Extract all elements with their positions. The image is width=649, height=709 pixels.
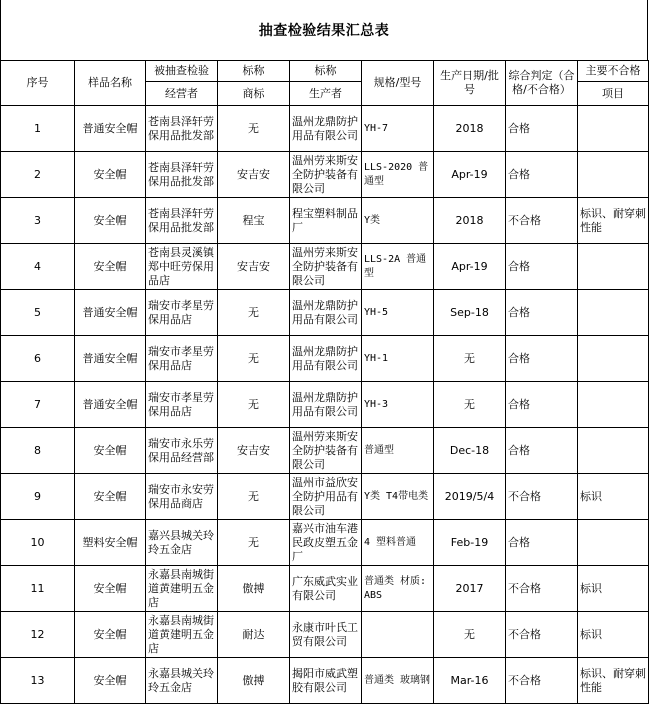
cell-spec: 4 塑料普通 <box>362 520 434 566</box>
cell-maker: 温州龙鼎防护用品有限公司 <box>290 336 362 382</box>
cell-date: Mar-16 <box>434 658 506 704</box>
cell-sample-name: 安全帽 <box>75 658 146 704</box>
cell-operator: 苍南县泽轩劳保用品批发部 <box>146 198 218 244</box>
header-operator-top: 被抽查检验 <box>146 61 218 82</box>
cell-maker: 广东威武实业有限公司 <box>290 566 362 612</box>
cell-maker: 揭阳市威武塑胶有限公司 <box>290 658 362 704</box>
cell-seq: 10 <box>1 520 75 566</box>
cell-date: 2018 <box>434 106 506 152</box>
cell-spec <box>362 612 434 658</box>
cell-failed-items: 标识 <box>578 474 649 520</box>
cell-brand: 无 <box>218 336 290 382</box>
cell-date: 无 <box>434 336 506 382</box>
cell-judgement: 合格 <box>506 244 578 290</box>
cell-operator: 瑞安市永安劳保用品商店 <box>146 474 218 520</box>
header-judge: 综合判定（合格/不合格） <box>506 61 578 106</box>
header-name: 样品名称 <box>75 61 146 106</box>
cell-date: 2019/5/4 <box>434 474 506 520</box>
cell-spec: Y类 T4带电类 <box>362 474 434 520</box>
cell-spec: LLS-2020 普通型 <box>362 152 434 198</box>
cell-date: 无 <box>434 612 506 658</box>
cell-spec: 普通类 玻璃钢 <box>362 658 434 704</box>
cell-operator: 苍南县泽轩劳保用品批发部 <box>146 106 218 152</box>
cell-spec: YH-1 <box>362 336 434 382</box>
cell-failed-items: 标识、耐穿刺性能 <box>578 658 649 704</box>
cell-maker: 温州市益欣安全防护用品有限公司 <box>290 474 362 520</box>
cell-brand: 安吉安 <box>218 244 290 290</box>
table-row <box>1 566 649 612</box>
cell-brand: 无 <box>218 474 290 520</box>
cell-failed-items <box>578 290 649 336</box>
cell-failed-items: 标识 <box>578 566 649 612</box>
header-operator-bottom: 经营者 <box>146 82 218 106</box>
cell-operator: 苍南县灵溪镇郑中旺劳保用品店 <box>146 244 218 290</box>
cell-sample-name: 普通安全帽 <box>75 106 146 152</box>
cell-sample-name: 塑料安全帽 <box>75 520 146 566</box>
cell-brand: 无 <box>218 382 290 428</box>
cell-seq: 8 <box>1 428 75 474</box>
cell-sample-name: 安全帽 <box>75 474 146 520</box>
cell-sample-name: 安全帽 <box>75 428 146 474</box>
header-brand-bottom: 商标 <box>218 82 290 106</box>
cell-date: 2017 <box>434 566 506 612</box>
header-maker-bottom: 生产者 <box>290 82 362 106</box>
cell-maker: 嘉兴市油车港民政皮塑五金厂 <box>290 520 362 566</box>
cell-date: Sep-18 <box>434 290 506 336</box>
cell-seq: 13 <box>1 658 75 704</box>
cell-spec: 普通类 材质:ABS <box>362 566 434 612</box>
cell-operator: 永嘉县南城街道黄建明五金店 <box>146 566 218 612</box>
cell-failed-items: 标识、耐穿刺性能 <box>578 198 649 244</box>
cell-seq: 12 <box>1 612 75 658</box>
cell-operator: 瑞安市永乐劳保用品经营部 <box>146 428 218 474</box>
cell-seq: 4 <box>1 244 75 290</box>
cell-maker: 程宝塑料制品厂 <box>290 198 362 244</box>
cell-operator: 瑞安市孝星劳保用品店 <box>146 290 218 336</box>
cell-spec: Y类 <box>362 198 434 244</box>
cell-failed-items: 标识 <box>578 612 649 658</box>
cell-judgement: 不合格 <box>506 474 578 520</box>
cell-spec: LLS-2A 普通型 <box>362 244 434 290</box>
cell-operator: 瑞安市孝星劳保用品店 <box>146 336 218 382</box>
cell-date: Feb-19 <box>434 520 506 566</box>
cell-operator: 瑞安市孝星劳保用品店 <box>146 382 218 428</box>
cell-seq: 2 <box>1 152 75 198</box>
cell-date: Apr-19 <box>434 244 506 290</box>
cell-brand: 耐达 <box>218 612 290 658</box>
cell-spec: YH-3 <box>362 382 434 428</box>
table-row <box>1 198 649 244</box>
cell-seq: 3 <box>1 198 75 244</box>
cell-brand: 安吉安 <box>218 152 290 198</box>
cell-sample-name: 安全帽 <box>75 612 146 658</box>
header-spec: 规格/型号 <box>362 61 434 106</box>
cell-judgement: 合格 <box>506 106 578 152</box>
cell-seq: 9 <box>1 474 75 520</box>
table-row <box>1 520 649 566</box>
cell-brand: 程宝 <box>218 198 290 244</box>
table-row <box>1 152 649 198</box>
cell-failed-items <box>578 152 649 198</box>
table-row <box>1 106 649 152</box>
cell-maker: 温州龙鼎防护用品有限公司 <box>290 382 362 428</box>
header-date: 生产日期/批号 <box>434 61 506 106</box>
cell-spec: 普通型 <box>362 428 434 474</box>
cell-sample-name: 普通安全帽 <box>75 382 146 428</box>
cell-sample-name: 安全帽 <box>75 152 146 198</box>
header-items-top: 主要不合格 <box>578 61 649 82</box>
cell-maker: 温州劳来斯安全防护装备有限公司 <box>290 152 362 198</box>
cell-spec: YH-7 <box>362 106 434 152</box>
results-table <box>0 60 649 704</box>
table-row <box>1 612 649 658</box>
cell-brand: 无 <box>218 520 290 566</box>
cell-maker: 温州劳来斯安全防护装备有限公司 <box>290 244 362 290</box>
header-brand-top: 标称 <box>218 61 290 82</box>
cell-brand: 傲搏 <box>218 566 290 612</box>
header-maker-top: 标称 <box>290 61 362 82</box>
cell-seq: 6 <box>1 336 75 382</box>
cell-brand: 无 <box>218 106 290 152</box>
cell-date: 2018 <box>434 198 506 244</box>
title-bar <box>0 0 648 60</box>
cell-date: Dec-18 <box>434 428 506 474</box>
cell-sample-name: 安全帽 <box>75 198 146 244</box>
cell-operator: 嘉兴县城关玲玲五金店 <box>146 520 218 566</box>
cell-date: 无 <box>434 382 506 428</box>
table-row <box>1 658 649 704</box>
cell-failed-items <box>578 106 649 152</box>
table-header <box>1 61 649 106</box>
cell-judgement: 合格 <box>506 428 578 474</box>
cell-judgement: 不合格 <box>506 566 578 612</box>
cell-operator: 永嘉县城关玲玲五金店 <box>146 658 218 704</box>
table-row <box>1 428 649 474</box>
cell-failed-items <box>578 244 649 290</box>
page-title: 抽查检验结果汇总表 <box>258 23 390 39</box>
cell-brand: 安吉安 <box>218 428 290 474</box>
cell-seq: 1 <box>1 106 75 152</box>
cell-judgement: 合格 <box>506 336 578 382</box>
header-items-bottom: 项目 <box>578 82 649 106</box>
cell-spec: YH-5 <box>362 290 434 336</box>
cell-failed-items <box>578 382 649 428</box>
header-seq: 序号 <box>1 61 75 106</box>
cell-sample-name: 普通安全帽 <box>75 336 146 382</box>
table-row <box>1 336 649 382</box>
cell-maker: 永康市叶氏工贸有限公司 <box>290 612 362 658</box>
cell-judgement: 不合格 <box>506 198 578 244</box>
cell-maker: 温州龙鼎防护用品有限公司 <box>290 106 362 152</box>
cell-sample-name: 安全帽 <box>75 244 146 290</box>
table-row <box>1 474 649 520</box>
table-row <box>1 382 649 428</box>
cell-maker: 温州劳来斯安全防护装备有限公司 <box>290 428 362 474</box>
cell-brand: 傲搏 <box>218 658 290 704</box>
cell-judgement: 不合格 <box>506 658 578 704</box>
cell-operator: 苍南县泽轩劳保用品批发部 <box>146 152 218 198</box>
cell-judgement: 合格 <box>506 152 578 198</box>
cell-failed-items <box>578 428 649 474</box>
cell-seq: 5 <box>1 290 75 336</box>
cell-judgement: 合格 <box>506 520 578 566</box>
cell-failed-items <box>578 336 649 382</box>
table-row <box>1 244 649 290</box>
table-body <box>1 106 649 704</box>
cell-seq: 11 <box>1 566 75 612</box>
cell-operator: 永嘉县南城街道黄建明五金店 <box>146 612 218 658</box>
cell-brand: 无 <box>218 290 290 336</box>
cell-judgement: 不合格 <box>506 612 578 658</box>
cell-seq: 7 <box>1 382 75 428</box>
cell-judgement: 合格 <box>506 290 578 336</box>
cell-failed-items <box>578 520 649 566</box>
cell-maker: 温州龙鼎防护用品有限公司 <box>290 290 362 336</box>
table-row <box>1 290 649 336</box>
cell-date: Apr-19 <box>434 152 506 198</box>
cell-judgement: 合格 <box>506 382 578 428</box>
cell-sample-name: 普通安全帽 <box>75 290 146 336</box>
cell-sample-name: 安全帽 <box>75 566 146 612</box>
